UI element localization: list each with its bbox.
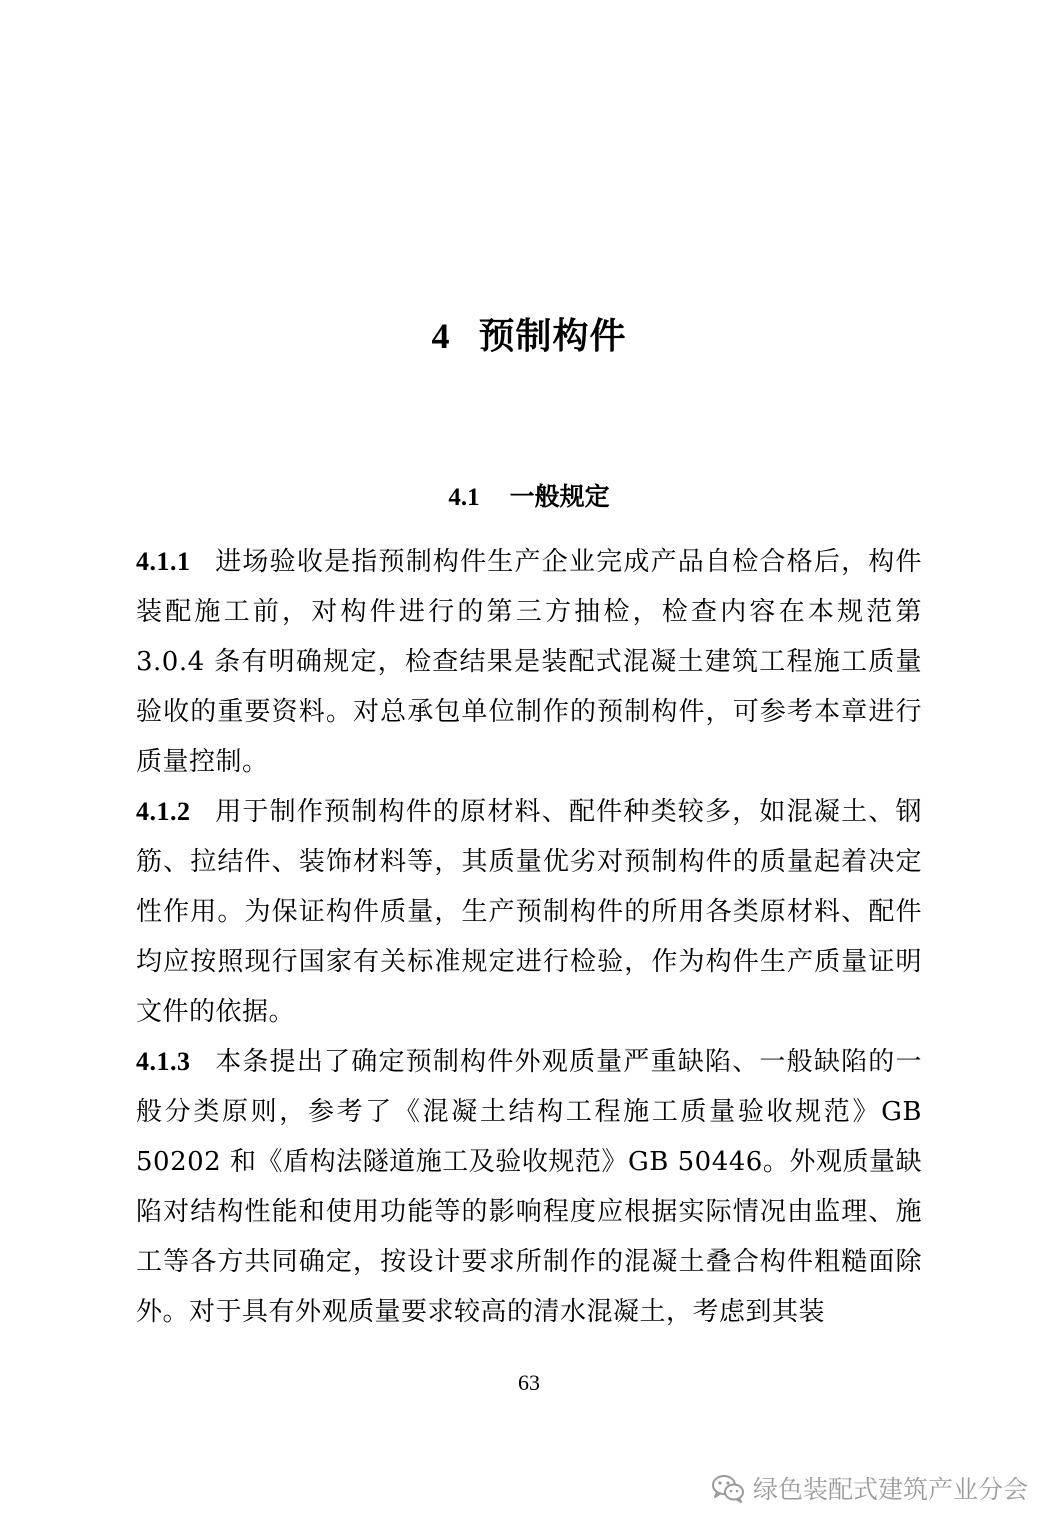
wechat-icon bbox=[711, 1473, 745, 1503]
clause-text: 用于制作预制构件的原材料、配件种类较多，如混凝土、钢筋、拉结件、装饰材料等，其质量优劣对预制构件的质量起着决定性作用。为保证构件质量，生产预制构件的所用各类原材料、配件均应按照现行国家有关标准规定进行检验，作为构件生产质量证明文件的依据。 bbox=[136, 797, 922, 1027]
clause-text: 进场验收是指预制构件生产企业完成产品自检合格后，构件装配施工前，对构件进行的第三方抽检，检查内容在本规范第 3.0.4 条有明确规定，检查结果是装配式混凝土建筑工程施工质量验收的重要资料。对总承包单位制作的预制构件，可参考本章进行质量控制。 bbox=[136, 547, 922, 777]
clause-number: 4.1.1 bbox=[136, 547, 191, 576]
clause-4-1-2 bbox=[136, 787, 922, 1037]
chapter-title-text: 预制构件 bbox=[478, 316, 627, 357]
chapter-number: 4 bbox=[431, 316, 451, 356]
clause-number: 4.1.3 bbox=[136, 1047, 191, 1076]
page-number: 63 bbox=[518, 1370, 540, 1395]
body-text bbox=[136, 537, 922, 1337]
chapter-title bbox=[0, 308, 1058, 359]
clause-4-1-3 bbox=[136, 1037, 922, 1337]
watermark bbox=[711, 1470, 1028, 1506]
section-title bbox=[0, 477, 1058, 513]
clause-4-1-1 bbox=[136, 537, 922, 787]
section-title-text: 一般规定 bbox=[509, 482, 610, 511]
clause-number: 4.1.2 bbox=[136, 797, 191, 826]
clause-text: 本条提出了确定预制构件外观质量严重缺陷、一般缺陷的一般分类原则，参考了《混凝土结构工程施工质量验收规范》GB 50202 和《盾构法隧道施工及验收规范》GB 50446。外观质量缺陷对结构性能和使用功能等的影响程度应根据实际情况由监理、施工等各方共同确定，按设计要求所制作的混凝土叠合构件粗糙面除外。对于具有外观质量要求较高的清水混凝土，考虑到其装 bbox=[136, 1047, 922, 1327]
watermark-text: 绿色装配式建筑产业分会 bbox=[752, 1475, 1028, 1504]
section-number: 4.1 bbox=[448, 484, 480, 511]
